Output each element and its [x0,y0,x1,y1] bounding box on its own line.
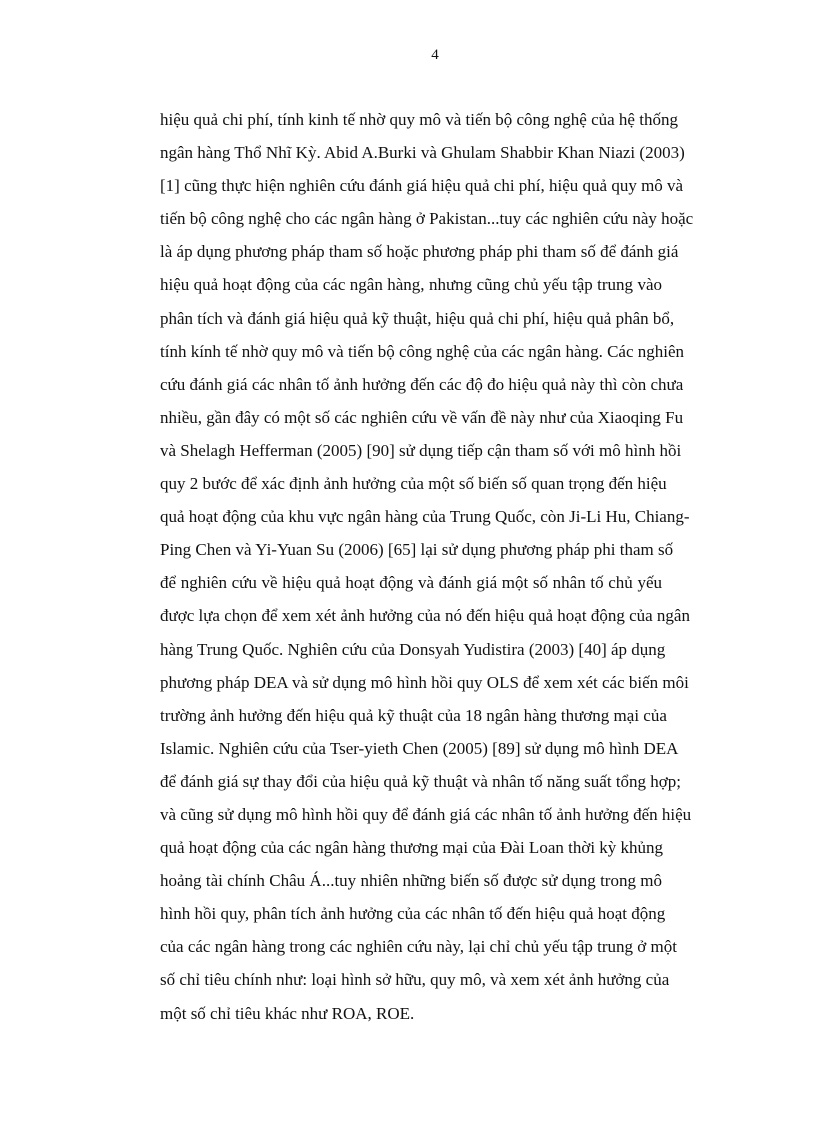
text-line: được lựa chọn để xem xét ảnh hưởng của nó đến hiệu quả hoạt động của ngân [160,606,690,626]
text-line-last: một số chỉ tiêu khác như ROA, ROE. [160,1003,415,1023]
page-number: 4 [431,47,439,63]
text-line: nhiều, gần đây có một số các nghiên cứu về vấn đề này như của Xiaoqing Fu [160,407,684,427]
body-paragraph [160,103,694,1030]
text-line: số chỉ tiêu chính như: loại hình sở hữu, quy mô, và xem xét ảnh hưởng của [160,970,670,990]
text-line: hình hồi quy, phân tích ảnh hưởng của các nhân tố đến hiệu quả hoạt động [160,904,666,924]
text-line: Islamic. Nghiên cứu của Tser-yieth Chen (2005) [89] sử dụng mô hình DEA [160,738,679,758]
text-line: là áp dụng phương pháp tham số hoặc phương pháp phi tham số để đánh giá [160,242,679,262]
text-line: để nghiên cứu về hiệu quả hoạt động và đánh giá một số nhân tố chủ yếu [160,573,662,593]
text-line: quả hoạt động của các ngân hàng thương mại của Đài Loan thời kỳ khủng [160,838,664,858]
text-line: tiến bộ công nghệ cho các ngân hàng ở Pakistan...tuy các nghiên cứu này hoặc [160,209,694,229]
text-line: quy 2 bước để xác định ảnh hưởng của một số biến số quan trọng đến hiệu [160,474,667,494]
text-line: cứu đánh giá các nhân tố ảnh hưởng đến các độ đo hiệu quả này thì còn chưa [160,374,684,394]
text-line: để đánh giá sự thay đổi của hiệu quả kỹ thuật và nhân tố năng suất tổng hợp; [160,771,682,791]
text-line: [1] cũng thực hiện nghiên cứu đánh giá hiệu quả chi phí, hiệu quả quy mô và [160,176,684,196]
text-line: hiệu quả hoạt động của các ngân hàng, nhưng cũng chủ yếu tập trung vào [160,275,662,295]
text-line: Ping Chen và Yi-Yuan Su (2006) [65] lại sử dụng phương pháp phi tham số [160,540,674,560]
text-line: phân tích và đánh giá hiệu quả kỹ thuật, hiệu quả chi phí, hiệu quả phân bổ, [160,308,675,328]
text-line: hoảng tài chính Châu Á...tuy nhiên những biến số được sử dụng trong mô [160,871,662,891]
text-line: của các ngân hàng trong các nghiên cứu này, lại chỉ chủ yếu tập trung ở một [160,937,677,957]
text-line: trường ảnh hưởng đến hiệu quả kỹ thuật của 18 ngân hàng thương mại của [160,705,667,725]
text-line: và Shelagh Hefferman (2005) [90] sử dụng tiếp cận tham số với mô hình hồi [160,440,682,460]
text-line: phương pháp DEA và sử dụng mô hình hồi quy OLS để xem xét các biến môi [160,672,689,692]
text-line: hàng Trung Quốc. Nghiên cứu của Donsyah Yudistira (2003) [40] áp dụng [160,639,666,659]
text-line: hiệu quả chi phí, tính kinh tế nhờ quy mô và tiến bộ công nghệ của hệ thống [160,110,678,129]
text-line: quả hoạt động của khu vực ngân hàng của Trung Quốc, còn Ji-Li Hu, Chiang- [160,507,690,527]
text-line: ngân hàng Thổ Nhĩ Kỳ. Abid A.Burki và Ghulam Shabbir Khan Niazi (2003) [160,143,685,163]
text-line: tính kính tế nhờ quy mô và tiến bộ công nghệ của các ngân hàng. Các nghiên [160,341,685,361]
text-line: và cũng sử dụng mô hình hồi quy để đánh giá các nhân tố ảnh hưởng đến hiệu [160,804,692,824]
